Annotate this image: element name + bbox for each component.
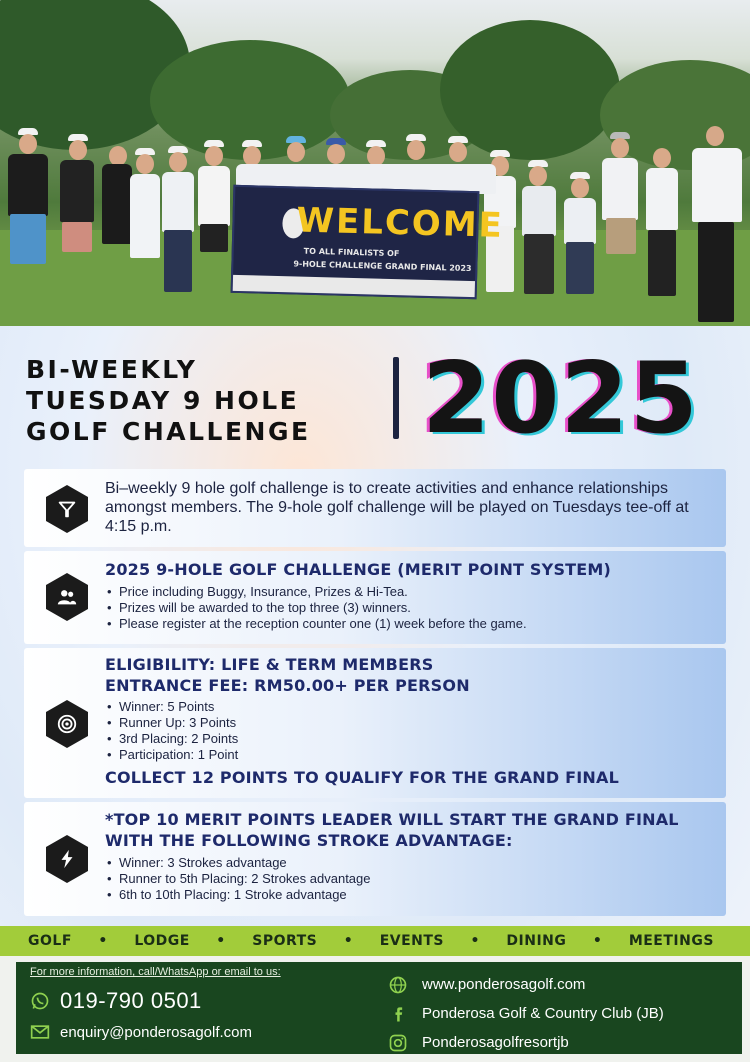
- banner-subtitle: TO ALL FINALISTS OF: [303, 246, 400, 259]
- list-item: • Runner Up: 3 Points: [105, 715, 712, 731]
- category-events: EVENTS: [379, 933, 444, 949]
- phone-number: 019-790 0501: [60, 988, 202, 1013]
- more-info-text: For more information, call/WhatsApp or email to us:: [30, 966, 281, 978]
- instagram-link[interactable]: [388, 1028, 664, 1057]
- target-icon: [46, 700, 88, 748]
- title-line: BI-WEEKLY: [26, 355, 198, 384]
- users-icon: [46, 573, 88, 621]
- event-year: 2025: [422, 342, 699, 456]
- list-item: • Prizes will be awarded to the top three (3) winners.: [105, 600, 712, 616]
- welcome-banner: [231, 185, 505, 299]
- top10-content: [105, 809, 712, 903]
- separator-dot: •: [98, 933, 108, 949]
- title-line: TUESDAY 9 HOLE: [26, 386, 300, 415]
- list-item: • Runner to 5th Placing: 2 Strokes advantage: [105, 871, 712, 887]
- facebook-name: Ponderosa Golf & Country Club (JB): [422, 1005, 664, 1022]
- info-box-merit: [24, 551, 726, 644]
- website-link[interactable]: [388, 970, 664, 999]
- separator-dot: •: [470, 933, 480, 949]
- facebook-link[interactable]: [388, 999, 664, 1028]
- category-golf: GOLF: [28, 933, 72, 949]
- separator-dot: •: [592, 933, 603, 949]
- golfer-figure: [560, 172, 600, 300]
- golfer-figure: [518, 160, 560, 300]
- list-item: • Winner: 3 Strokes advantage: [105, 855, 712, 871]
- golfer-figure: [56, 134, 98, 318]
- merit-bullet-list: [105, 584, 712, 632]
- banner-welcome-text: WELCOME: [296, 200, 505, 246]
- entrance-fee-heading: ENTRANCE FEE: RM50.00+ PER PERSON: [105, 676, 470, 695]
- category-sports: SPORTS: [252, 933, 318, 949]
- banner-subtitle: 9-HOLE CHALLENGE GRAND FINAL 2023: [293, 259, 472, 274]
- separator-dot: •: [216, 933, 226, 949]
- eligibility-content: [105, 654, 712, 788]
- category-dining: DINING: [506, 933, 567, 949]
- merit-content: [105, 559, 712, 632]
- lightning-icon: [46, 835, 88, 883]
- contact-footer: [0, 956, 750, 1062]
- category-strip: [0, 926, 750, 956]
- email-address: enquiry@ponderosagolf.com: [60, 1023, 253, 1041]
- category-lodge: LODGE: [134, 933, 190, 949]
- list-item: • 6th to 10th Placing: 1 Stroke advantage: [105, 887, 712, 903]
- intro-content: [105, 479, 712, 536]
- merit-heading: 2025 9-HOLE GOLF CHALLENGE (MERIT POINT SYSTEM): [105, 560, 612, 579]
- list-item: • 3rd Placing: 2 Points: [105, 731, 712, 747]
- instagram-icon: [388, 1033, 408, 1053]
- title-divider: [393, 357, 399, 439]
- social-links: [388, 970, 664, 1057]
- facebook-icon: [388, 1004, 408, 1024]
- points-bullet-list: [105, 699, 712, 763]
- instagram-handle: Ponderosagolfresortjb: [422, 1034, 569, 1051]
- separator-dot: •: [343, 933, 354, 949]
- location-arrow-icon: [46, 485, 88, 533]
- golfer-figure: [194, 140, 234, 318]
- list-item: • Participation: 1 Point: [105, 747, 712, 763]
- email-contact[interactable]: [30, 1022, 252, 1042]
- info-box-eligibility: [24, 648, 726, 798]
- stroke-bullet-list: [105, 855, 712, 903]
- intro-text: Bi–weekly 9 hole golf challenge is to create activities and enhance relationships amongst members. The 9-hole golf challenge will be played on Tuesdays tee-off at 4:15 p.m.: [105, 480, 689, 535]
- qualify-heading: COLLECT 12 POINTS TO QUALIFY FOR THE GRAND FINAL: [105, 768, 619, 787]
- list-item: • Winner: 5 Points: [105, 699, 712, 715]
- list-item: • Please register at the reception counter one (1) week before the game.: [105, 616, 712, 632]
- event-title: [26, 354, 311, 447]
- group-photo: [0, 0, 750, 326]
- phone-contact[interactable]: [30, 988, 202, 1014]
- eligibility-heading: ELIGIBILITY: LIFE & TERM MEMBERS: [105, 655, 434, 674]
- globe-icon: [388, 975, 408, 995]
- golfer-figure: [598, 132, 642, 302]
- golfer-figure: [158, 146, 198, 318]
- website-url: www.ponderosagolf.com: [422, 976, 586, 993]
- title-line: GOLF CHALLENGE: [26, 417, 311, 446]
- stroke-advantage-heading: WITH THE FOLLOWING STROKE ADVANTAGE:: [105, 831, 513, 850]
- list-item: • Price including Buggy, Insurance, Prizes & Hi-Tea.: [105, 584, 712, 600]
- info-box-intro: [24, 469, 726, 547]
- golfer-figure: [686, 126, 746, 326]
- category-meetings: MEETINGS: [628, 933, 714, 949]
- info-box-top10: [24, 802, 726, 916]
- mail-icon: [30, 1022, 50, 1042]
- golfer-figure: [642, 146, 682, 304]
- contact-panel: [16, 962, 742, 1054]
- whatsapp-icon: [30, 991, 50, 1011]
- golfer-figure: [4, 128, 50, 318]
- top10-heading: *TOP 10 MERIT POINTS LEADER WILL START THE GRAND FINAL: [105, 810, 679, 829]
